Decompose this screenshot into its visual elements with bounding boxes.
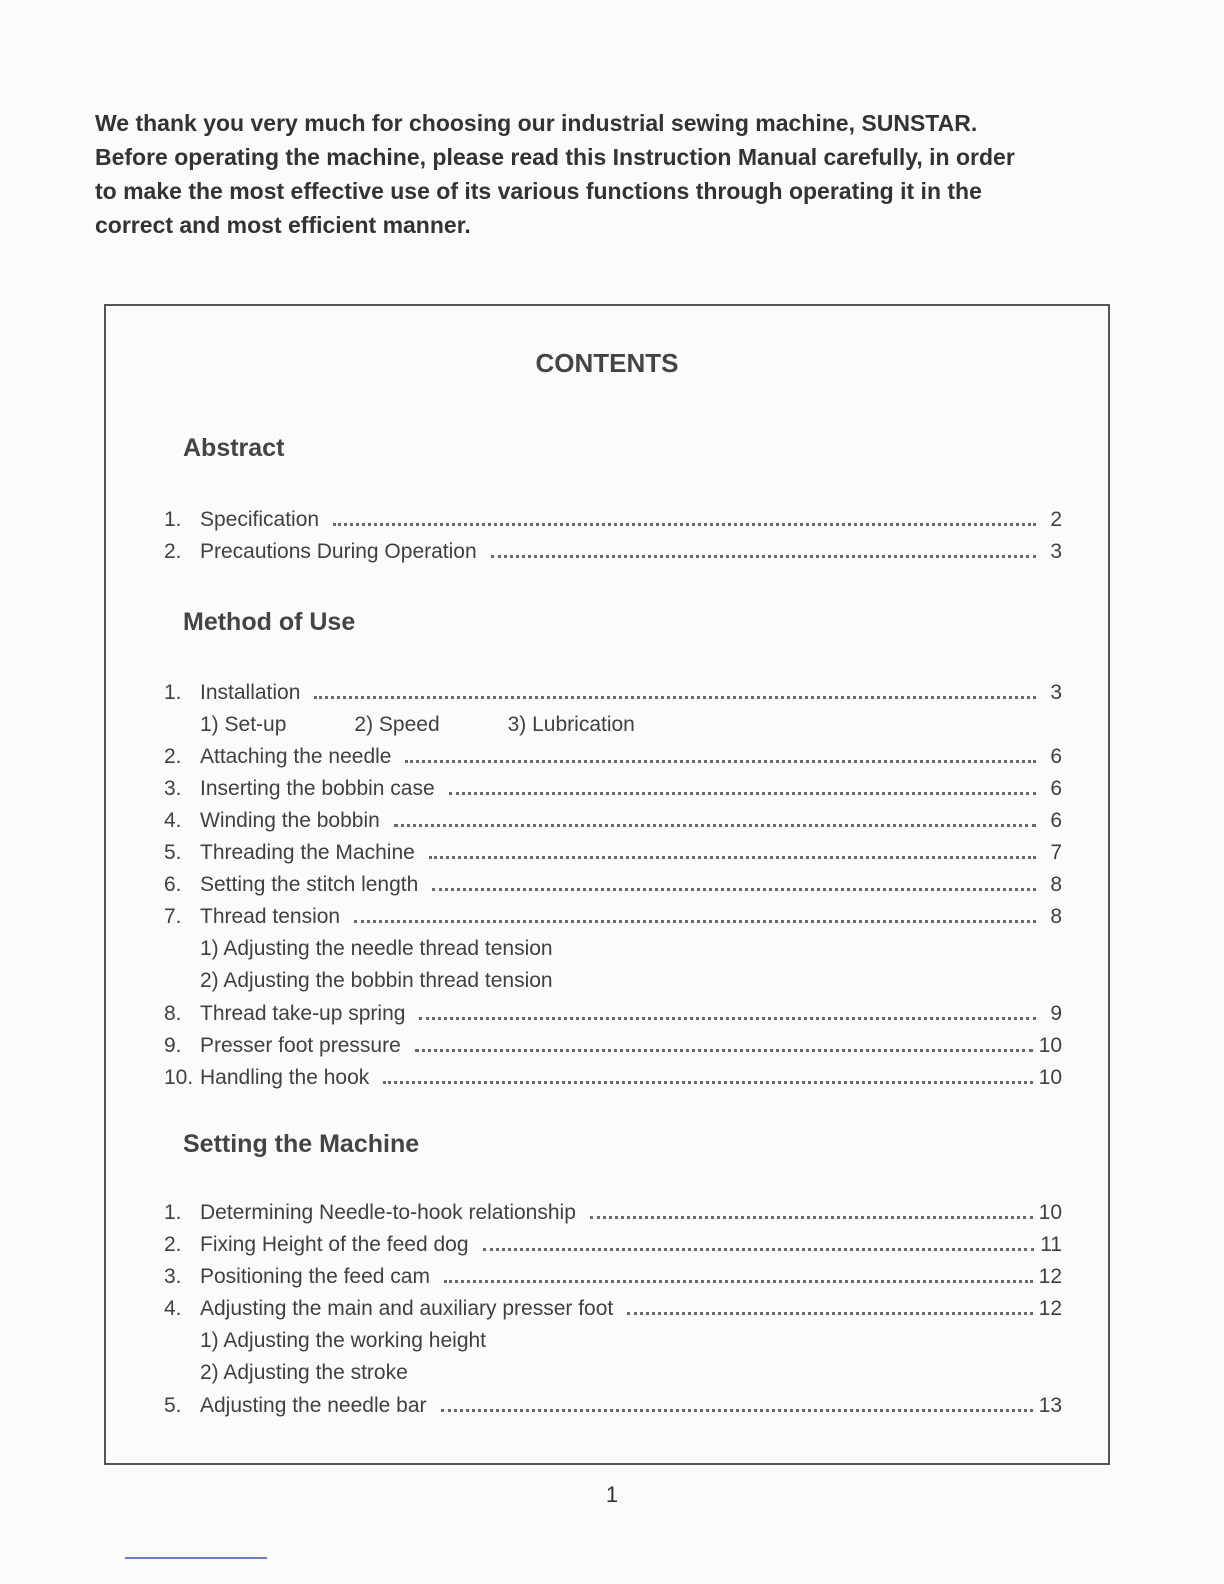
dot-leader xyxy=(491,554,1036,558)
dot-leader xyxy=(314,695,1036,699)
toc-entry[interactable] xyxy=(164,500,1062,532)
entry-number: 2. xyxy=(164,1233,182,1256)
footer-rule xyxy=(125,1557,267,1559)
entry-number: 1. xyxy=(164,1201,182,1224)
sub-item: 2) Adjusting the bobbin thread tension xyxy=(200,969,553,992)
toc-entry[interactable] xyxy=(164,994,1062,1026)
presser-subitem[interactable] xyxy=(200,1353,408,1385)
section-heading-setting: Setting the Machine xyxy=(183,1130,420,1158)
entry-number: 7. xyxy=(164,905,182,928)
entry-label: Adjusting the needle bar xyxy=(200,1394,427,1417)
entry-number: 8. xyxy=(164,1002,182,1025)
dot-leader xyxy=(419,1016,1036,1020)
dot-leader xyxy=(354,919,1036,923)
dot-leader xyxy=(415,1048,1033,1052)
entry-number: 4. xyxy=(164,809,182,832)
dot-leader xyxy=(383,1080,1032,1084)
toc-entry[interactable] xyxy=(164,1058,1062,1090)
entry-page: 11 xyxy=(1040,1233,1062,1256)
entry-page: 3 xyxy=(1050,540,1062,563)
dot-leader xyxy=(590,1215,1033,1219)
entry-label: Precautions During Operation xyxy=(200,540,477,563)
entry-number: 5. xyxy=(164,841,182,864)
entry-label: Fixing Height of the feed dog xyxy=(200,1233,469,1256)
entry-page: 6 xyxy=(1050,745,1062,768)
entry-page: 9 xyxy=(1050,1002,1062,1025)
entry-label: Specification xyxy=(200,508,320,531)
entry-number: 5. xyxy=(164,1394,182,1417)
entry-label: Handling the hook xyxy=(200,1066,370,1089)
entry-number: 6. xyxy=(164,873,182,896)
toc-entry[interactable] xyxy=(164,1289,1062,1321)
dot-leader xyxy=(449,791,1036,795)
entry-page: 10 xyxy=(1038,1034,1062,1057)
section-heading-method: Method of Use xyxy=(183,608,356,636)
intro-line: to make the most effective use of its various functions through operating it in the xyxy=(95,178,982,204)
contents-box xyxy=(104,304,1110,1465)
entry-number: 1. xyxy=(164,508,182,531)
toc-entry[interactable] xyxy=(164,897,1062,929)
toc-entry[interactable] xyxy=(164,833,1062,865)
contents-title: CONTENTS xyxy=(535,348,679,378)
dot-leader xyxy=(405,759,1036,763)
entry-number: 2. xyxy=(164,745,182,768)
entry-number: 1. xyxy=(164,681,182,704)
entry-page: 12 xyxy=(1038,1265,1062,1288)
entry-label: Positioning the feed cam xyxy=(200,1265,430,1288)
toc-entry[interactable] xyxy=(164,865,1062,897)
dot-leader xyxy=(444,1279,1033,1283)
intro-paragraph xyxy=(95,106,1125,242)
toc-entry[interactable] xyxy=(164,1026,1062,1058)
entry-label: Threading the Machine xyxy=(200,841,415,864)
toc-entry[interactable] xyxy=(164,1225,1062,1257)
toc-entry[interactable] xyxy=(164,673,1062,705)
dot-leader xyxy=(441,1408,1033,1412)
entry-page: 8 xyxy=(1050,873,1062,896)
sub-item[interactable]: 1) Set-up xyxy=(200,713,287,736)
sub-item[interactable]: 2) Speed xyxy=(354,713,440,736)
entry-label: Attaching the needle xyxy=(200,745,392,768)
intro-line: Before operating the machine, please read this Instruction Manual carefully, in order xyxy=(95,144,1015,170)
entry-page: 8 xyxy=(1050,905,1062,928)
tension-subitem[interactable] xyxy=(200,929,553,961)
dot-leader xyxy=(432,887,1036,891)
toc-entry[interactable] xyxy=(164,532,1062,564)
entry-page: 10 xyxy=(1038,1201,1062,1224)
sub-item: 1) Adjusting the needle thread tension xyxy=(200,937,553,960)
sub-item: 2) Adjusting the stroke xyxy=(200,1361,408,1384)
dot-leader xyxy=(333,522,1036,526)
entry-label: Winding the bobbin xyxy=(200,809,380,832)
entry-page: 2 xyxy=(1050,508,1062,531)
toc-entry[interactable] xyxy=(164,801,1062,833)
section-heading-abstract: Abstract xyxy=(183,434,285,462)
entry-number: 10. xyxy=(164,1066,194,1089)
tension-subitem[interactable] xyxy=(200,961,553,993)
toc-entry[interactable] xyxy=(164,1386,1062,1418)
toc-entry[interactable] xyxy=(164,737,1062,769)
entry-page: 13 xyxy=(1038,1394,1062,1417)
entry-page: 6 xyxy=(1050,809,1062,832)
entry-page: 6 xyxy=(1050,777,1062,800)
dot-leader xyxy=(429,855,1036,859)
entry-page: 12 xyxy=(1038,1297,1062,1320)
entry-label: Thread tension xyxy=(200,905,341,928)
entry-number: 4. xyxy=(164,1297,182,1320)
entry-label: Presser foot pressure xyxy=(200,1034,401,1057)
dot-leader xyxy=(394,823,1036,827)
sub-item[interactable]: 3) Lubrication xyxy=(507,713,635,736)
entry-number: 2. xyxy=(164,540,182,563)
toc-entry[interactable] xyxy=(164,769,1062,801)
intro-line: We thank you very much for choosing our industrial sewing machine, SUNSTAR. xyxy=(95,110,978,136)
installation-subitems xyxy=(200,705,703,737)
sub-item: 1) Adjusting the working height xyxy=(200,1329,487,1352)
entry-page: 7 xyxy=(1050,841,1062,864)
entry-number: 3. xyxy=(164,777,182,800)
presser-subitem[interactable] xyxy=(200,1321,486,1353)
entry-label: Determining Needle-to-hook relationship xyxy=(200,1201,576,1224)
dot-leader xyxy=(627,1311,1032,1315)
entry-label: Inserting the bobbin case xyxy=(200,777,435,800)
intro-line: correct and most efficient manner. xyxy=(95,212,471,238)
page-number: 1 xyxy=(605,1482,619,1507)
dot-leader xyxy=(483,1247,1035,1251)
entry-label: Thread take-up spring xyxy=(200,1002,406,1025)
entry-number: 3. xyxy=(164,1265,182,1288)
entry-label: Installation xyxy=(200,681,301,704)
toc-entry[interactable] xyxy=(164,1193,1062,1225)
entry-page: 3 xyxy=(1050,681,1062,704)
entry-label: Setting the stitch length xyxy=(200,873,419,896)
entry-label: Adjusting the main and auxiliary presser foot xyxy=(200,1297,614,1320)
toc-entry[interactable] xyxy=(164,1257,1062,1289)
entry-page: 10 xyxy=(1038,1066,1062,1089)
entry-number: 9. xyxy=(164,1034,182,1057)
